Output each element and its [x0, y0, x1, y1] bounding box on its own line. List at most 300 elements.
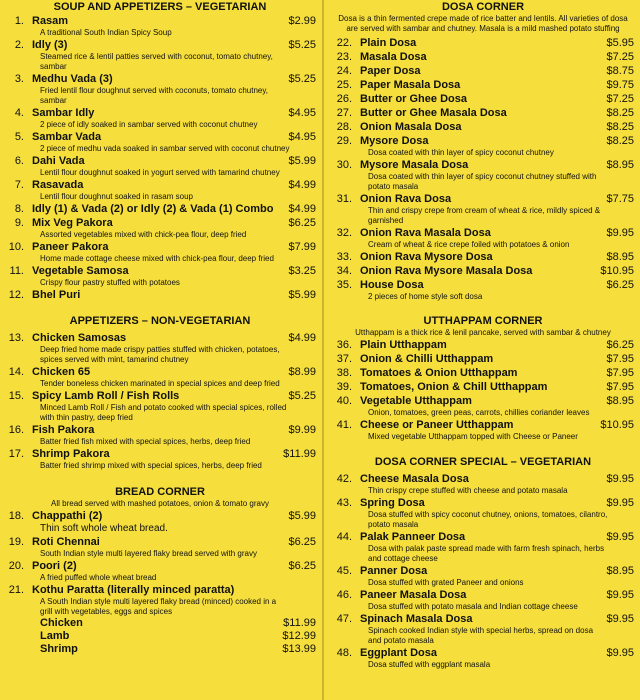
item-number: 34. [336, 265, 352, 277]
item-description: Deep fried home made crispy patties stuffed with chicken, potatoes, spices served with mint, tamarind chutney [40, 345, 280, 364]
item-price: $9.95 [606, 227, 634, 239]
menu-item-row [4, 423, 316, 437]
menu-item-row [332, 50, 634, 64]
item-name: Sambar Idly [32, 107, 95, 119]
menu-item [332, 588, 634, 612]
item-number: 36. [336, 339, 352, 351]
item-description: Batter fried fish mixed with special spices, herbs, deep fried [40, 437, 251, 446]
menu-item [332, 646, 634, 670]
menu-item-row [332, 564, 634, 578]
item-description: Dosa coated with thin layer of spicy coconut chutney stuffed with potato masala [368, 172, 597, 191]
item-number: 5. [14, 131, 24, 143]
item-description: Dosa stuffed with potato masala and Indian cottage cheese [368, 602, 578, 611]
item-number: 43. [336, 497, 352, 509]
menu-item-row [4, 509, 316, 523]
item-price: $9.75 [606, 79, 634, 91]
item-number: 24. [336, 65, 352, 77]
menu-item [332, 352, 634, 366]
item-number: 1. [14, 15, 24, 27]
menu-item-row [332, 394, 634, 408]
item-price: $7.75 [606, 193, 634, 205]
item-name: Bhel Puri [32, 289, 81, 301]
item-number: 27. [336, 107, 352, 119]
bread-list [4, 509, 316, 617]
item-number: 29. [336, 135, 352, 147]
item-name: Paneer Pakora [32, 241, 109, 253]
item-price: $8.95 [606, 395, 634, 407]
item-description: Dosa coated with thin layer of spicy coconut chutney [368, 148, 554, 157]
item-price: $9.95 [606, 647, 634, 659]
item-number: 33. [336, 251, 352, 263]
item-price: $9.95 [606, 497, 634, 509]
item-description: Thin soft whole wheat bread. [40, 523, 168, 534]
item-price: $7.95 [606, 353, 634, 365]
item-number: 39. [336, 381, 352, 393]
item-name: Mix Veg Pakora [32, 217, 113, 229]
menu-item [4, 202, 316, 216]
item-number: 30. [336, 159, 352, 171]
menu-item-row [4, 331, 316, 345]
item-number: 6. [14, 155, 24, 167]
kothu-option [4, 617, 316, 630]
item-price: $8.25 [606, 107, 634, 119]
menu-item-row [332, 78, 634, 92]
menu-item [4, 583, 316, 617]
dosa-list [332, 36, 634, 302]
item-number: 19. [8, 536, 24, 548]
item-price: $7.25 [606, 93, 634, 105]
menu-item [4, 38, 316, 72]
item-number: 17. [8, 448, 24, 460]
item-name: Cheese Masala Dosa [360, 473, 469, 485]
item-number: 7. [14, 179, 24, 191]
item-number: 25. [336, 79, 352, 91]
item-name: Plain Dosa [360, 37, 417, 49]
menu-item [4, 106, 316, 130]
item-name: Cheese or Paneer Utthappam [360, 419, 514, 431]
item-number: 13. [8, 332, 24, 344]
item-description: Dosa stuffed with spicy coconut chutney, onions, tomatoes, cilantro, potato masala [368, 510, 608, 529]
menu-item [4, 365, 316, 389]
item-description: Thin and crispy crepe from cream of wheat & rice, mildly spiced & garnished [368, 206, 601, 225]
menu-item [4, 130, 316, 154]
item-number: 9. [14, 217, 24, 229]
menu-item-row [332, 158, 634, 172]
menu-item-row [332, 366, 634, 380]
menu-item [4, 14, 316, 38]
nonveg-appetizer-list [4, 331, 316, 471]
item-name: Onion Rava Dosa [360, 193, 452, 205]
item-name: Poori (2) [32, 560, 77, 572]
item-price: $8.99 [288, 366, 316, 378]
menu-item-row [332, 472, 634, 486]
item-name: Masala Dosa [360, 51, 427, 63]
option-name: Shrimp [40, 643, 78, 655]
item-description: Mixed vegetable Utthappam topped with Cheese or Paneer [368, 432, 578, 441]
item-name: Paper Masala Dosa [360, 79, 461, 91]
item-number: 15. [8, 390, 24, 402]
item-description: Home made cottage cheese mixed with chick-pea flour, deep fried [40, 254, 274, 263]
item-price: $7.95 [606, 367, 634, 379]
item-number: 12. [8, 289, 24, 301]
item-number: 28. [336, 121, 352, 133]
item-price: $9.95 [606, 589, 634, 601]
item-number: 8. [14, 203, 24, 215]
item-name: Panner Dosa [360, 565, 428, 577]
item-name: Mysore Masala Dosa [360, 159, 469, 171]
veg-appetizer-list [4, 14, 316, 302]
item-name: Sambar Vada [32, 131, 102, 143]
item-description: A fried puffed whole wheat bread [40, 573, 157, 582]
item-description: Cream of wheat & rice crepe foiled with potatoes & onion [368, 240, 570, 249]
item-name: Fish Pakora [32, 424, 95, 436]
option-price: $11.99 [283, 617, 316, 629]
item-name: Rasam [32, 15, 69, 27]
item-price: $8.25 [606, 135, 634, 147]
item-name: Chappathi (2) [32, 510, 103, 522]
item-name: Palak Panneer Dosa [360, 531, 466, 543]
item-number: 47. [336, 613, 352, 625]
item-number: 38. [336, 367, 352, 379]
item-number: 45. [336, 565, 352, 577]
item-number: 44. [336, 531, 352, 543]
option-price: $13.99 [282, 643, 316, 655]
section-title-dosa-special: DOSA CORNER SPECIAL – VEGETARIAN [374, 456, 592, 468]
item-price: $3.25 [288, 265, 316, 277]
item-description: Assorted vegetables mixed with chick-pea flour, deep fried [40, 230, 247, 239]
item-name: Plain Utthappam [360, 339, 447, 351]
menu-item-row [4, 389, 316, 403]
menu-item-row [4, 38, 316, 52]
menu-item [332, 472, 634, 496]
menu-item [332, 264, 634, 278]
item-price: $5.99 [288, 510, 316, 522]
item-name: Paper Dosa [360, 65, 421, 77]
menu-item [332, 530, 634, 564]
menu-item-row [332, 418, 634, 432]
menu-item [4, 154, 316, 178]
item-name: Spinach Masala Dosa [360, 613, 473, 625]
item-number: 14. [8, 366, 24, 378]
kothu-option [4, 643, 316, 656]
menu-item [4, 447, 316, 471]
right-column [332, 0, 634, 670]
item-description: Fried lentil flour doughnut served with coconuts, tomato chutney, sambar [40, 86, 268, 105]
item-description: 2 pieces of home style soft dosa [368, 292, 483, 301]
item-number: 10. [8, 241, 24, 253]
item-name: Chicken Samosas [32, 332, 127, 344]
menu-item [332, 92, 634, 106]
item-number: 41. [336, 419, 352, 431]
menu-item-row [4, 216, 316, 230]
item-description: Spinach cooked Indian style with special herbs, spread on dosa and potato masala [368, 626, 594, 645]
item-number: 40. [336, 395, 352, 407]
item-name: Medhu Vada (3) [32, 73, 113, 85]
menu-item [332, 496, 634, 530]
item-description: 2 piece of medhu vada soaked in sambar served with coconut chutney [40, 144, 290, 153]
menu-item-row [4, 365, 316, 379]
item-price: $10.95 [600, 265, 634, 277]
item-number: 48. [336, 647, 352, 659]
menu-item-row [4, 154, 316, 168]
menu-item-row [4, 288, 316, 302]
menu-item-row [4, 535, 316, 549]
menu-item [332, 36, 634, 50]
menu-item-row [4, 447, 316, 461]
item-price: $6.25 [606, 279, 634, 291]
menu-item-row [332, 120, 634, 134]
menu-item [332, 418, 634, 442]
item-number: 11. [9, 265, 24, 277]
item-description: Onion, tomatoes, green peas, carrots, chillies coriander leaves [368, 408, 590, 417]
item-number: 20. [8, 560, 24, 572]
item-name: Onion Masala Dosa [360, 121, 462, 133]
item-name: Tomatoes & Onion Utthappam [360, 367, 518, 379]
menu-item-row [332, 36, 634, 50]
menu-item [332, 134, 634, 158]
item-description: Lentil flour doughnut soaked in rasam soup [40, 192, 193, 201]
item-name: Paneer Masala Dosa [360, 589, 467, 601]
item-price: $6.25 [606, 339, 634, 351]
menu-item [332, 366, 634, 380]
item-name: Dahi Vada [32, 155, 85, 167]
menu-item-row [4, 583, 316, 597]
menu-item [4, 509, 316, 535]
item-price: $5.25 [288, 73, 316, 85]
kothu-options-list [4, 617, 316, 656]
menu-item-row [332, 380, 634, 394]
section-title-dosa: DOSA CORNER [441, 1, 525, 13]
item-price: $8.25 [606, 121, 634, 133]
menu-item-row [332, 64, 634, 78]
item-name: Idly (1) & Vada (2) or Idly (2) & Vada (1) Combo [32, 203, 274, 215]
item-description: Dosa stuffed with grated Paneer and onions [368, 578, 524, 587]
menu-item-row [332, 264, 634, 278]
item-price: $5.25 [288, 390, 316, 402]
item-description: Crispy flour pastry stuffed with potatoes [40, 278, 180, 287]
option-price: $12.99 [282, 630, 316, 642]
menu-item [332, 338, 634, 352]
item-description: A traditional South Indian Spicy Soup [40, 28, 172, 37]
column-divider [322, 0, 324, 700]
item-price: $5.99 [288, 289, 316, 301]
menu-item [332, 278, 634, 302]
item-price: $4.99 [288, 179, 316, 191]
item-name: Kothu Paratta (literally minced paratta) [32, 584, 235, 596]
menu-item [332, 250, 634, 264]
item-price: $9.95 [606, 531, 634, 543]
item-price: $4.95 [288, 131, 316, 143]
item-number: 31. [336, 193, 352, 205]
menu-item [332, 394, 634, 418]
item-number: 46. [336, 589, 352, 601]
menu-item [4, 423, 316, 447]
item-price: $9.99 [288, 424, 316, 436]
item-price: $4.99 [288, 332, 316, 344]
menu-item-row [4, 72, 316, 86]
item-description: South Indian style multi layered flaky bread served with gravy [40, 549, 257, 558]
item-number: 18. [8, 510, 24, 522]
menu-item-row [332, 496, 634, 510]
kothu-option [4, 630, 316, 643]
item-description: Thin crispy crepe stuffed with cheese and potato masala [368, 486, 568, 495]
menu-item-row [4, 240, 316, 254]
item-name: Idly (3) [32, 39, 68, 51]
menu-item [4, 216, 316, 240]
item-name: Tomatoes, Onion & Chill Utthappam [360, 381, 548, 393]
menu-item-row [332, 226, 634, 240]
item-description: A South Indian style multi layered flaky bread (minced) cooked in a grill with vegetables, eggs and spices [40, 597, 277, 616]
item-price: $8.95 [606, 565, 634, 577]
item-name: Onion Rava Mysore Dosa [360, 251, 493, 263]
item-price: $5.95 [606, 37, 634, 49]
menu-item-row [332, 530, 634, 544]
item-price: $4.95 [288, 107, 316, 119]
section-title-veg-appetizers: SOUP AND APPETIZERS – VEGETARIAN [53, 1, 267, 13]
option-name: Chicken [40, 617, 83, 629]
menu-item-row [4, 130, 316, 144]
menu-item [4, 264, 316, 288]
item-number: 23. [336, 51, 352, 63]
dosa-special-list [332, 472, 634, 670]
item-price: $7.99 [288, 241, 316, 253]
item-name: Roti Chennai [32, 536, 100, 548]
utthappam-list [332, 338, 634, 442]
item-price: $4.99 [288, 203, 316, 215]
menu-item [332, 64, 634, 78]
item-price: $9.95 [606, 613, 634, 625]
menu-item [4, 331, 316, 365]
menu-item-row [4, 178, 316, 192]
item-price: $5.25 [288, 39, 316, 51]
item-name: Spicy Lamb Roll / Fish Rolls [32, 390, 180, 402]
bread-section-description: All bread served with mashed potatoes, onion & tomato gravy [51, 499, 269, 508]
item-number: 3. [14, 73, 24, 85]
item-description: Minced Lamb Roll / Fish and potato cooked with special spices, rolled with thin pastry, deep fried [40, 403, 287, 422]
item-name: Vegetable Utthappam [360, 395, 472, 407]
item-price: $9.95 [606, 473, 634, 485]
menu-item [4, 240, 316, 264]
menu-item-row [332, 106, 634, 120]
menu-item [4, 389, 316, 423]
menu-item [332, 106, 634, 120]
item-description: Dosa stuffed with eggplant masala [368, 660, 491, 669]
item-price: $11.99 [283, 448, 316, 460]
menu-item-row [332, 92, 634, 106]
item-price: $2.99 [288, 15, 316, 27]
menu-item-row [332, 250, 634, 264]
utthappam-section-description: Utthappam is a thick rice & lenil pancake, served with sambar & chutney [355, 328, 611, 337]
option-name: Lamb [40, 630, 70, 642]
item-price: $10.95 [600, 419, 634, 431]
menu-item-row [332, 612, 634, 626]
menu-item [4, 178, 316, 202]
item-name: Onion Rava Mysore Masala Dosa [360, 265, 533, 277]
menu-item-row [4, 559, 316, 573]
menu-item [332, 158, 634, 192]
item-price: $6.25 [288, 536, 316, 548]
menu-item [4, 72, 316, 106]
item-name: Vegetable Samosa [32, 265, 129, 277]
item-description: Steamed rice & lentil patties served with coconut, tomato chutney, sambar [40, 52, 273, 71]
item-price: $7.25 [606, 51, 634, 63]
item-name: Shrimp Pakora [32, 448, 110, 460]
item-name: Butter or Ghee Dosa [360, 93, 467, 105]
section-title-nonveg-appetizers: APPETIZERS – NON-VEGETARIAN [69, 315, 251, 327]
menu-item [4, 535, 316, 559]
item-price: $6.25 [288, 217, 316, 229]
left-column [4, 0, 316, 656]
item-description: Lentil flour doughnut soaked in yogurt served with tamarind chutney [40, 168, 280, 177]
item-name: Onion Rava Masala Dosa [360, 227, 491, 239]
item-description: Dosa with palak paste spread made with farm fresh spinach, herbs and cottage cheese [368, 544, 605, 563]
item-number: 21. [8, 584, 24, 596]
item-name: Onion & Chilli Utthappam [360, 353, 494, 365]
item-price: $7.95 [606, 381, 634, 393]
item-number: 16. [8, 424, 24, 436]
menu-item-row [332, 134, 634, 148]
menu-item-row [4, 202, 316, 216]
item-number: 22. [336, 37, 352, 49]
menu-item [332, 78, 634, 92]
section-title-utthappam: UTTHAPPAM CORNER [423, 315, 543, 327]
item-name: Chicken 65 [32, 366, 91, 378]
menu-item [332, 564, 634, 588]
menu-item-row [332, 338, 634, 352]
item-description: Batter fried shrimp mixed with special spices, herbs, deep fried [40, 461, 262, 470]
item-price: $5.99 [288, 155, 316, 167]
menu-item-row [332, 192, 634, 206]
menu-item [4, 559, 316, 583]
item-name: Spring Dosa [360, 497, 425, 509]
item-name: Butter or Ghee Masala Dosa [360, 107, 507, 119]
item-name: Rasavada [32, 179, 84, 191]
menu-item-row [4, 106, 316, 120]
menu-item-row [4, 264, 316, 278]
menu-item [332, 226, 634, 250]
menu-item [332, 380, 634, 394]
menu-item [332, 120, 634, 134]
item-description: Tender boneless chicken marinated in special spices and deep fried [40, 379, 280, 388]
menu-item [332, 612, 634, 646]
item-number: 4. [14, 107, 24, 119]
menu-item-row [4, 14, 316, 28]
menu-item-row [332, 646, 634, 660]
item-name: Mysore Dosa [360, 135, 429, 147]
menu-item-row [332, 588, 634, 602]
item-name: House Dosa [360, 279, 424, 291]
dosa-section-description: Dosa is a thin fermented crepe made of rice batter and lentils. All varieties of dosa are served with sambar and chutney. Masala is a mild mashed potato stuffing [338, 14, 628, 33]
item-price: $8.95 [606, 251, 634, 263]
item-number: 26. [336, 93, 352, 105]
section-title-bread: BREAD CORNER [115, 486, 205, 498]
menu-item [332, 50, 634, 64]
item-price: $8.95 [606, 159, 634, 171]
item-price: $6.25 [288, 560, 316, 572]
item-number: 37. [336, 353, 352, 365]
item-number: 32. [336, 227, 352, 239]
menu-item-row [332, 278, 634, 292]
menu-item-row [332, 352, 634, 366]
item-description: 2 piece of idly soaked in sambar served with coconut chutney [40, 120, 258, 129]
item-name: Eggplant Dosa [360, 647, 438, 659]
item-number: 42. [336, 473, 352, 485]
menu-item [4, 288, 316, 302]
item-price: $8.75 [606, 65, 634, 77]
item-number: 35. [336, 279, 352, 291]
item-number: 2. [14, 39, 24, 51]
menu-item [332, 192, 634, 226]
